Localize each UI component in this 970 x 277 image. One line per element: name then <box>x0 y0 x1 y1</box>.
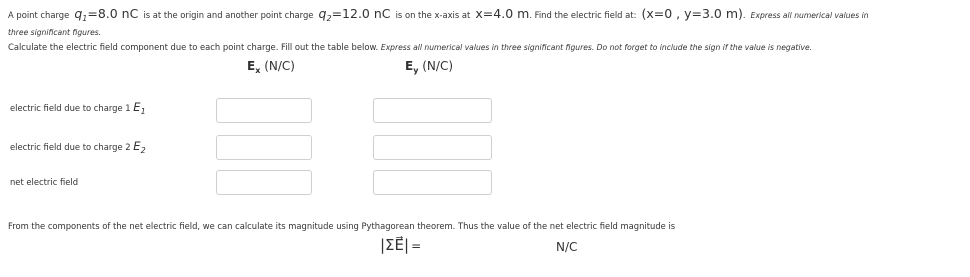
row-label-charge-2: electric field due to charge 2 $E_2$ <box>10 139 146 155</box>
row-label-charge-1: electric field due to charge 1 $E_1$ <box>10 100 146 116</box>
e1-y-input[interactable] <box>373 98 492 123</box>
header-ey: $E_y$ (N/C) <box>405 59 454 75</box>
sigfig-note-2: three significant figures. <box>8 28 102 37</box>
e2-y-input[interactable] <box>373 135 492 160</box>
magnitude-text: From the components of the net electric field, we can calculate its magnitude using Pythagorean theorem. Thus the value of the net electric field magnitude is <box>8 221 676 231</box>
sigfig-note-1: Express all numerical values in <box>750 11 869 20</box>
e2-x-input[interactable] <box>216 135 312 160</box>
magnitude-symbol: |ΣE⃗| = <box>380 236 422 254</box>
row-label-net: net electric field <box>10 177 79 187</box>
net-x-input[interactable] <box>216 170 312 195</box>
problem-text-1: A point charge <box>8 10 70 20</box>
problem-text-3: is on the x-axis at <box>395 10 471 20</box>
problem-text-4: . Find the electric field at: <box>529 10 637 20</box>
q2-value: =12.0 nC <box>331 6 391 21</box>
e1-x-input[interactable] <box>216 98 312 123</box>
header-ex: $E_x$ (N/C) <box>247 59 295 75</box>
q1-symbol: $q_1$ <box>74 6 88 23</box>
field-point: (x=0 , y=3.0 m) <box>641 6 743 21</box>
instructions-text: Calculate the electric field component due to each point charge. Fill out the table below. <box>8 42 379 52</box>
magnitude-equals: = <box>411 239 422 253</box>
magnitude-input[interactable] <box>430 237 548 259</box>
net-y-input[interactable] <box>373 170 492 195</box>
problem-text-5: . <box>742 10 746 20</box>
q1-value: =8.0 nC <box>87 6 139 21</box>
q2-symbol: $q_2$ <box>318 6 332 23</box>
magnitude-unit: N/C <box>556 240 578 254</box>
e2-symbol: $E_2$ <box>133 139 146 155</box>
problem-text-2: is at the origin and another point charge <box>143 10 314 20</box>
problem-statement <box>8 3 869 23</box>
x-position: x=4.0 m <box>475 6 530 21</box>
e1-symbol: $E_1$ <box>133 100 146 116</box>
instructions-note: Express all numerical values in three significant figures. Do not forget to include the sign if the value is negative. <box>380 43 813 52</box>
instructions <box>8 42 812 52</box>
